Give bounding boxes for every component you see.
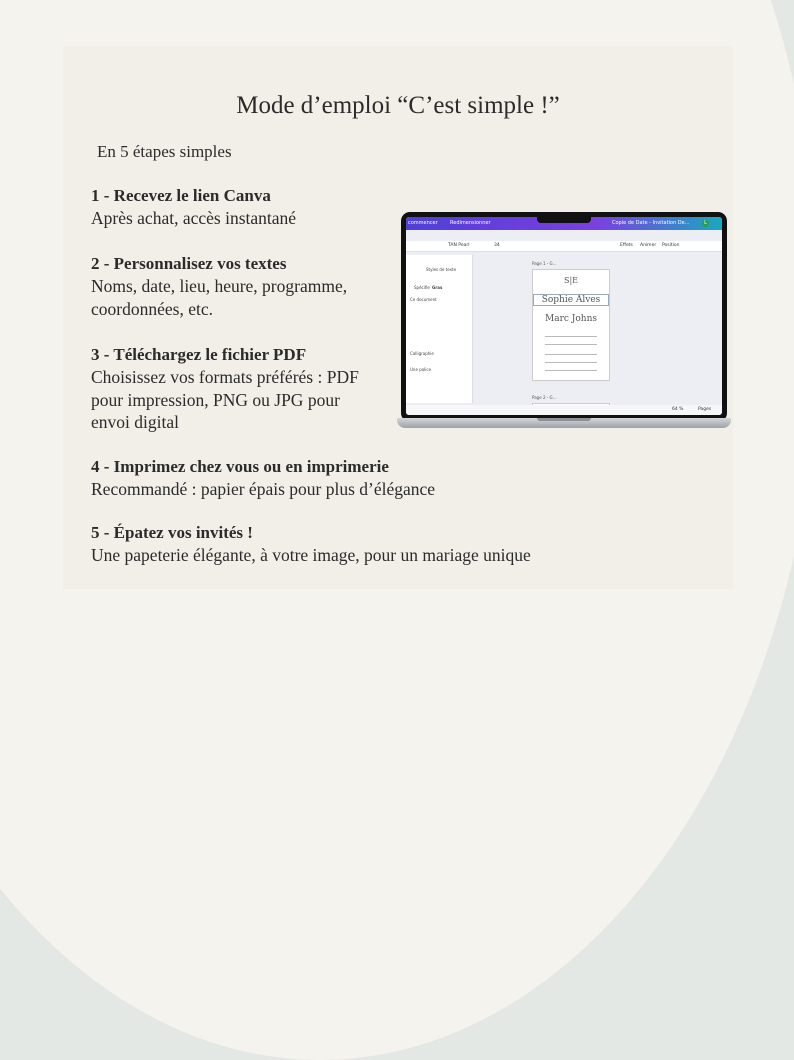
panel-item: Ce document [410,297,437,302]
text-line [545,354,597,355]
invitation-page [532,269,610,381]
step-heading: 1 - Recevez le lien Canva [91,186,271,205]
panel-tab: Spécifie [414,285,430,290]
step-3 [91,344,359,434]
step-heading: 4 - Imprimez chez vous ou en imprimerie [91,457,389,476]
step-4 [91,456,435,501]
text-toolbar [406,241,722,252]
canva-editor-screenshot [406,217,722,415]
text-line [545,362,597,363]
intro-text: En 5 étapes simples [97,142,232,161]
document-title: Copie de Date - Invitation De… [612,220,690,226]
text-line [545,370,597,371]
monogram: S|E [563,276,578,285]
laptop-screen-frame [401,212,727,422]
font-select: TAN Pearl [448,243,470,248]
font-size: 34 [494,243,500,248]
step-1 [91,185,296,230]
camera-notch [537,216,591,223]
step-text: Choisissez vos formats préférés : PDF [91,367,359,387]
laptop-base-notch [537,418,591,421]
animate-button: Animer [640,243,657,248]
position-button: Position [662,243,680,248]
pages-button: Pages [698,407,712,412]
page-label: Page 1 - G… [532,261,557,266]
step-text: pour impression, PNG ou JPG pour [91,389,340,410]
panel-item: Calligraphie [410,351,434,356]
text-line [545,344,597,345]
topbar-left-label: commencer [408,220,438,226]
step-heading: 3 - Téléchargez le fichier PDF [91,345,307,364]
instruction-card [63,46,733,589]
zoom-level: 64 % [672,407,684,412]
text-line [545,336,597,337]
laptop-mockup [397,212,731,438]
step-text: Après achat, accès instantané [91,208,297,228]
page-label: Page 2 - G… [532,395,557,400]
panel-heading: Styles de texte [426,267,457,272]
editor-bottombar [406,405,722,415]
page-title: Mode d’emploi “C’est simple !” [236,92,560,119]
resize-menu: Redimensionner [450,220,491,226]
effects-button: Effets [620,243,633,248]
name-line-1: Sophie Alves [533,294,609,306]
step-5 [91,522,531,567]
panel-item: Une police [410,367,432,372]
avatar: L [702,220,709,227]
step-heading: 2 - Personnalisez vos textes [91,254,287,273]
panel-tab: Gras [432,285,443,290]
step-text: envoi digital [91,412,179,432]
step-2 [91,253,347,320]
name-line-2: Marc Johns [544,314,598,324]
step-text: coordonnées, etc. [91,298,213,319]
step-text: Une papeterie élégante, à votre image, pour un mariage unique [91,545,531,565]
text-styles-panel [406,255,473,403]
step-text: Recommandé : papier épais pour plus d’élégance [91,479,436,499]
step-heading: 5 - Épatez vos invités ! [91,523,253,542]
step-text: Noms, date, lieu, heure, programme, [91,276,348,296]
